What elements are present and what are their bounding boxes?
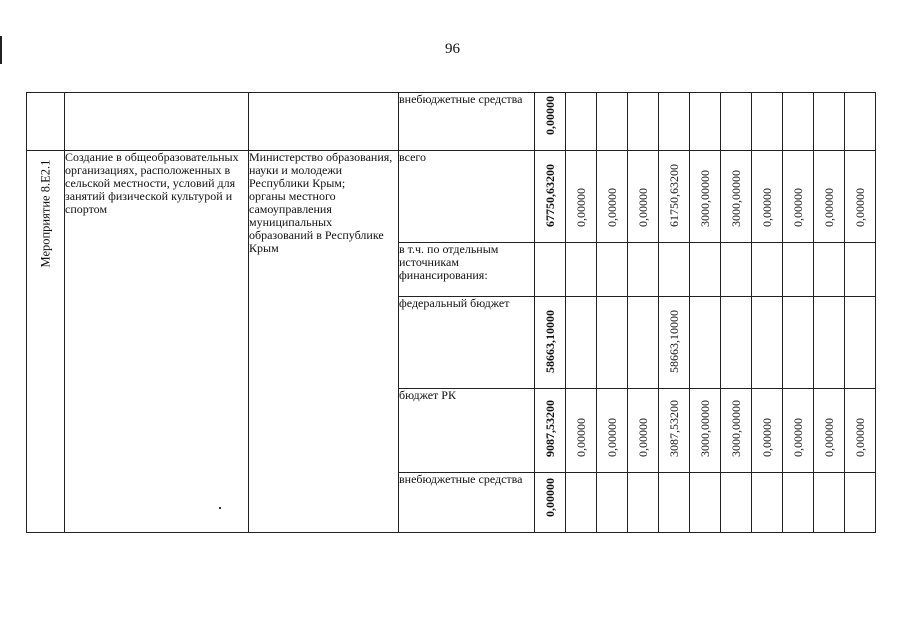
cell-total bbox=[535, 151, 566, 243]
budget-table bbox=[26, 92, 876, 533]
cell-year-value bbox=[690, 297, 721, 389]
total-value: 67750,63200 bbox=[543, 164, 557, 227]
cell-year-value bbox=[690, 473, 721, 533]
cell-year-value bbox=[659, 93, 690, 151]
cell-year-value bbox=[783, 243, 814, 297]
cell-year-value bbox=[721, 473, 752, 533]
cell-year-value: 61750,63200 bbox=[659, 151, 690, 243]
cell-year-value bbox=[597, 297, 628, 389]
scan-speck bbox=[219, 507, 221, 509]
cell-year-value: 3087,53200 bbox=[659, 389, 690, 473]
cell-year-value bbox=[690, 93, 721, 151]
cell-year-value: 3000,00000 bbox=[690, 151, 721, 243]
cell-year-value bbox=[752, 473, 783, 533]
event-code-label: Мероприятие 8.Е2.1 bbox=[38, 159, 52, 268]
cell-year-value: 0,00000 bbox=[783, 389, 814, 473]
cell-year-value: 0,00000 bbox=[597, 151, 628, 243]
cell-code-empty bbox=[27, 93, 65, 151]
cell-year-value: 58663,10000 bbox=[659, 297, 690, 389]
cell-year-value bbox=[566, 297, 597, 389]
cell-total bbox=[535, 297, 566, 389]
total-value: 58663,10000 bbox=[543, 310, 557, 373]
cell-year-value bbox=[814, 243, 845, 297]
cell-year-value bbox=[566, 243, 597, 297]
cell-year-value bbox=[783, 297, 814, 389]
total-value: 9087,53200 bbox=[543, 400, 557, 457]
cell-year-value bbox=[628, 243, 659, 297]
cell-year-value: 0,00000 bbox=[845, 151, 876, 243]
cell-year-value: 0,00000 bbox=[752, 151, 783, 243]
cell-year-value bbox=[845, 297, 876, 389]
cell-year-value bbox=[721, 93, 752, 151]
cell-event-code bbox=[27, 151, 65, 533]
cell-year-value bbox=[628, 473, 659, 533]
cell-year-value: 0,00000 bbox=[783, 151, 814, 243]
cell-source: внебюджетные средства bbox=[399, 473, 535, 533]
cell-year-value bbox=[814, 297, 845, 389]
cell-year-value: 0,00000 bbox=[845, 389, 876, 473]
cell-year-value: 0,00000 bbox=[566, 389, 597, 473]
cell-year-value bbox=[783, 93, 814, 151]
cell-source: всего bbox=[399, 151, 535, 243]
cell-year-value bbox=[597, 243, 628, 297]
page-number: 96 bbox=[445, 41, 460, 57]
cell-source: федеральный бюджет bbox=[399, 297, 535, 389]
cell-year-value bbox=[814, 473, 845, 533]
cell-year-value bbox=[845, 473, 876, 533]
cell-year-value: 3000,00000 bbox=[721, 151, 752, 243]
cell-year-value bbox=[597, 473, 628, 533]
cell-year-value: 3000,00000 bbox=[690, 389, 721, 473]
total-value: 0,00000 bbox=[543, 478, 557, 517]
cell-year-value bbox=[566, 93, 597, 151]
table-row-continuation bbox=[27, 93, 876, 151]
cell-year-value bbox=[752, 297, 783, 389]
cell-year-value bbox=[845, 243, 876, 297]
cell-year-value bbox=[783, 473, 814, 533]
cell-year-value bbox=[566, 473, 597, 533]
cell-executor bbox=[249, 151, 399, 533]
cell-year-value: 0,00000 bbox=[814, 389, 845, 473]
cell-year-value bbox=[628, 93, 659, 151]
cell-total bbox=[535, 243, 566, 297]
cell-year-value bbox=[814, 93, 845, 151]
cell-total bbox=[535, 389, 566, 473]
executor-line-1: Министерство образования, науки и молодежи Республики Крым; bbox=[249, 150, 393, 190]
cell-executor-empty bbox=[249, 93, 399, 151]
cell-source: внебюджетные средства bbox=[399, 93, 535, 151]
cell-year-value bbox=[597, 93, 628, 151]
cell-year-value bbox=[659, 243, 690, 297]
cell-year-value: 0,00000 bbox=[628, 389, 659, 473]
cell-total bbox=[535, 473, 566, 533]
cell-name-empty bbox=[65, 93, 249, 151]
cell-year-value: 3000,00000 bbox=[721, 389, 752, 473]
table-row-total bbox=[27, 151, 876, 243]
cell-event-name: Создание в общеобразовательных организациях, расположенных в сельской местности, условий для занятий физической культурой и спортом bbox=[65, 151, 249, 533]
cell-year-value bbox=[659, 473, 690, 533]
cell-year-value: 0,00000 bbox=[566, 151, 597, 243]
executor-line-2: органы местного самоуправления муниципальных образований в Республике Крым bbox=[249, 189, 384, 255]
total-value: 0,00000 bbox=[543, 96, 557, 135]
cell-year-value: 0,00000 bbox=[752, 389, 783, 473]
cell-year-value: 0,00000 bbox=[814, 151, 845, 243]
cell-source: в т.ч. по отдельным источникам финансирования: bbox=[399, 243, 535, 297]
cell-year-value bbox=[690, 243, 721, 297]
cell-year-value bbox=[845, 93, 876, 151]
cell-year-value bbox=[752, 243, 783, 297]
cell-total bbox=[535, 93, 566, 151]
cell-year-value: 0,00000 bbox=[597, 389, 628, 473]
cell-year-value bbox=[721, 297, 752, 389]
cell-year-value bbox=[628, 297, 659, 389]
cell-year-value bbox=[752, 93, 783, 151]
cell-source: бюджет РК bbox=[399, 389, 535, 473]
cell-year-value bbox=[721, 243, 752, 297]
cell-year-value: 0,00000 bbox=[628, 151, 659, 243]
